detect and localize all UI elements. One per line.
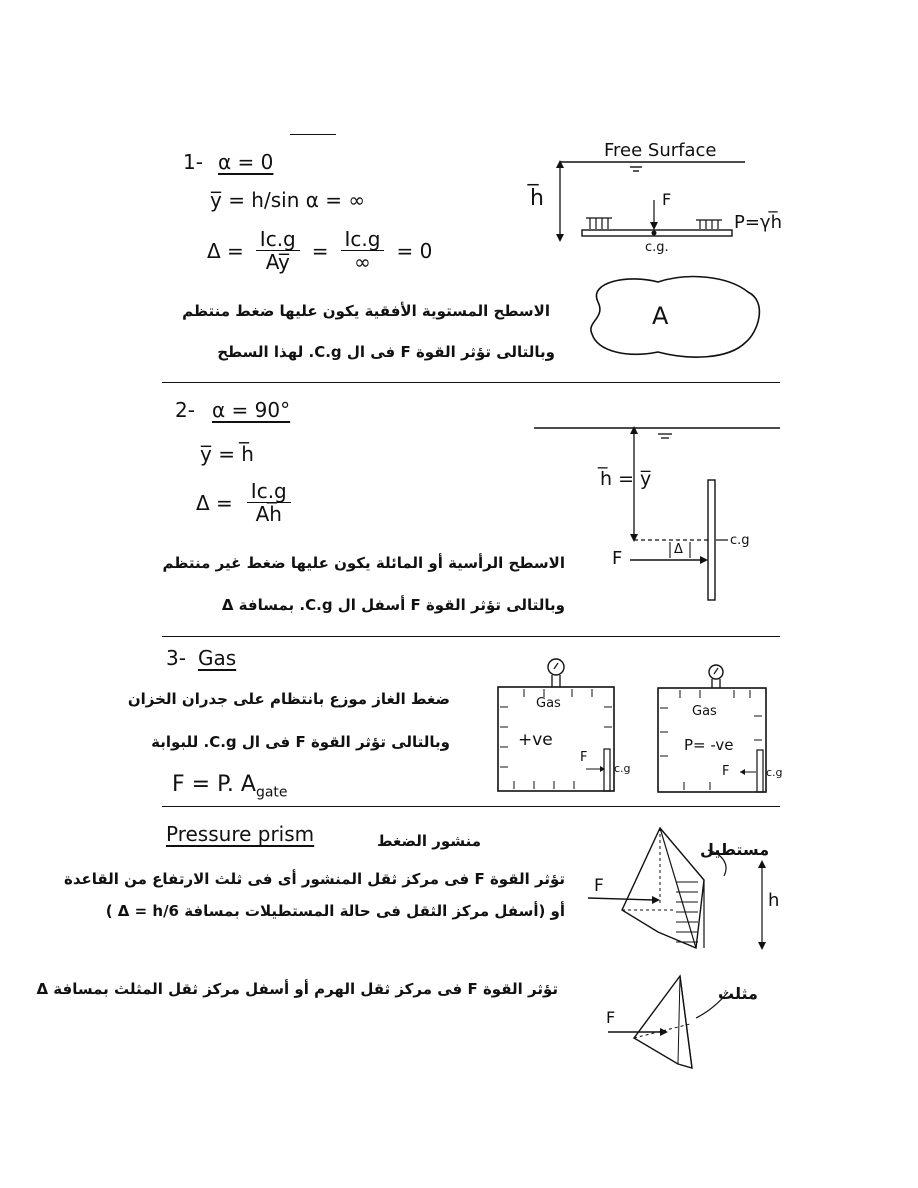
s1-note-1: الاسطح المستوية الأفقية يكون عليها ضغط منتظم	[182, 302, 550, 320]
s4-f-label: F	[594, 876, 604, 896]
s1-fraction-2	[341, 228, 385, 273]
s2-delta-eq	[196, 480, 291, 525]
s3-tank2-p: P= -ve	[684, 736, 734, 754]
s2-gate-diagram	[530, 418, 790, 608]
s2-delta-label: Δ	[674, 542, 683, 557]
s4-tri-label: مثلث	[718, 984, 758, 1003]
s1-area-blob	[578, 272, 768, 362]
s3-note-2: وبالتالى تؤثر القوة F فى ال C.g. للبوابة	[151, 733, 450, 751]
s2-note-2: وبالتالى تؤثر القوة F أسفل ال C.g. بمسافة Δ	[221, 596, 565, 614]
divider-2	[162, 636, 780, 637]
s3-formula-main: F = P. A	[172, 772, 256, 797]
s2-alpha-eq: α = 90°	[212, 398, 291, 422]
s1-note-2: وبالتالى تؤثر القوة F فى ال C.g. لهذا السطح	[217, 343, 555, 361]
top-mark	[290, 134, 336, 135]
s1-fraction-1	[256, 228, 300, 273]
s3-tank2-gas: Gas	[692, 704, 717, 719]
s4-note-2: أو (أسفل مركز الثقل فى حالة المستطيلات بمسافة Δ = h/6 )	[105, 902, 565, 920]
s4-title-ar: منشور الضغط	[376, 832, 481, 850]
s1-h-label: h̅	[530, 186, 544, 211]
s4-h-label: h	[768, 890, 780, 911]
s1-cg-label: c.g.	[645, 240, 669, 255]
s3-tank1-f: F	[580, 750, 588, 765]
s3-tank-2	[654, 660, 774, 800]
s1-f-label: F	[662, 190, 672, 209]
s3-formula	[172, 772, 288, 800]
s4-f2-label: F	[606, 1008, 616, 1027]
s1-delta: Δ =	[207, 238, 244, 263]
divider-3	[162, 806, 780, 807]
s3-tank1-cg: c.g	[614, 762, 631, 775]
s1-delta-eq	[207, 228, 432, 273]
s3-heading: 3-	[166, 646, 186, 670]
divider-1	[162, 382, 780, 383]
s1-f2-num: Ic.g	[341, 228, 385, 251]
s3-note-1: ضغط الغاز موزع بانتظام على جدران الخزان	[127, 690, 450, 708]
s1-area-label: A	[652, 302, 669, 330]
s1-free-surface: Free Surface	[604, 140, 717, 161]
s1-f1-num: Ic.g	[256, 228, 300, 251]
s1-y-eq: y̅ = h/sin α = ∞	[210, 188, 366, 212]
s2-f-den: Ah̅	[255, 502, 282, 526]
s3-tank2-cg: c.g	[766, 766, 783, 779]
s1-zero: = 0	[396, 238, 433, 263]
s2-heading: 2-	[175, 398, 195, 422]
s2-f-label: F	[612, 548, 623, 569]
s3-formula-sub: gate	[255, 784, 288, 801]
s2-delta: Δ =	[196, 490, 233, 515]
s2-f-num: Ic.g	[247, 480, 291, 503]
s2-fraction	[247, 480, 291, 525]
s3-tank-1	[494, 655, 624, 795]
s1-p-label: P=γh̅	[734, 212, 782, 233]
s1-f1-den: Ay̅	[265, 250, 290, 274]
s3-tank2-f: F	[722, 764, 730, 779]
s2-note-1: الاسطح الرأسية أو المائلة يكون عليها ضغط غير منتظم	[162, 554, 565, 572]
s2-depth-label: h̅ = y̅	[600, 468, 652, 490]
s2-cg-label: c.g	[730, 533, 750, 548]
s4-note-3: تؤثر القوة F فى مركز ثقل الهرم أو أسفل مركز ثقل المثلث بمسافة Δ	[36, 980, 558, 998]
s4-rect-label: مستطيل	[700, 840, 770, 859]
s1-eq: =	[311, 238, 329, 263]
s3-title: Gas	[198, 646, 237, 670]
s4-title: Pressure prism	[166, 822, 315, 846]
s2-y-eq: y̅ = h̅	[200, 442, 254, 466]
s1-f2-den: ∞	[354, 250, 371, 274]
s4-note-1: تؤثر القوة F فى مركز ثقل المنشور أى فى ثلث الارتفاع من القاعدة	[63, 870, 565, 888]
s1-alpha-eq: α = 0	[218, 150, 274, 174]
s1-heading: 1-	[183, 150, 203, 174]
s3-tank1-p: +ve	[518, 730, 553, 750]
s3-tank1-gas: Gas	[536, 696, 561, 711]
